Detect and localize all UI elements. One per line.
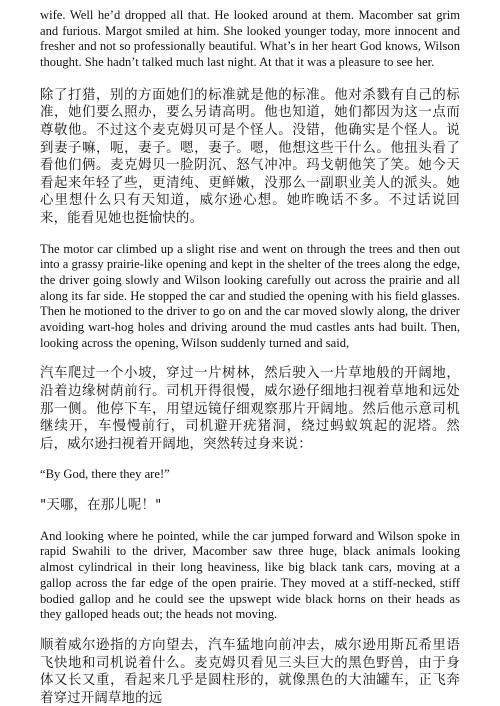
paragraph-english-2: The motor car climbed up a slight rise and went on through the trees and then out into a grassy prairie-like opening and kept in the shelter of the trees along the edge, the driver going slowly and Wilson looking carefully out across the prairie and all along its far side. He stopped the car and studied the opening with his field glasses. Then he motioned to the driver to go on and the car moved slowly along, the driver avoiding wart-hog holes and driving around the mud castles ants had built. Then, looking across the opening, Wilson suddenly turned and said, <box>40 241 460 350</box>
paragraph-english-1: wife. Well he’d dropped all that. He looked around at them. Macomber sat grim and furious. Margot smiled at him. She looked younger today, more innocent and fresher and not so professionally beautiful. What’s in her heart God knows, Wilson thought. She hadn’t talked much last night. At that it was a pleasure to see her. <box>40 8 460 70</box>
paragraph-chinese-2: 汽车爬过一个小坡，穿过一片树林，然后驶入一片草地般的开阔地，沿着边缘树荫前行。司机开得很慢，威尔逊仔细地扫视着草地和远处那一侧。他停下车，用望远镜仔细观察那片开阔地。然后他示意司机继续开，车慢慢前行，司机避开疣猪洞，绕过蚂蚁筑起的泥塔。然后，威尔逊扫视着开阔地，突然转过身来说： <box>40 366 460 452</box>
paragraph-english-3: “By God, there they are!” <box>40 467 170 482</box>
paragraph-chinese-3: "天哪，在那儿呢！" <box>40 498 162 514</box>
paragraph-chinese-1: 除了打猎，别的方面她们的标准就是他的标准。他对杀戮有自己的标准，她们要么照办，要么另请高明。他也知道，她们都因为这一点而尊敬他。不过这个麦克姆贝可是个怪人。没错，他确实是个怪人。说到妻子嘛，呃，妻子。嗯，妻子。嗯，他想这些干什么。他扭头看了看他们俩。麦克姆贝一脸阴沉、怒气冲冲。玛戈朝他笑了笑。她今天看起来年轻了些，更清纯、更鲜嫩，没那么一副职业美人的派头。她心里想什么只有天知道，威尔逊心想。她昨晚话不多。不过话说回来，能看见她也挺愉快的。 <box>40 87 460 226</box>
paragraph-english-4: And looking where he pointed, while the car jumped forward and Wilson spoke in rapid Swahili to the driver, Macomber saw three huge, black animals looking almost cylindrical in their long heaviness, like big black tank cars, moving at a gallop across the far edge of the open prairie. They moved at a stiff-necked, stiff bodied gallop and he could see the upswept wide black horns on their heads as they galloped heads out; the heads not moving. <box>40 528 460 622</box>
paragraph-chinese-4: 顺着威尔逊指的方向望去，汽车猛地向前冲去，威尔逊用斯瓦希里语飞快地和司机说着什么。麦克姆贝看见三头巨大的黑色野兽，由于身体又长又重，看起来几乎是圆柱形的，就像黑色的大油罐车，正飞奔着穿过开阔草地的远 <box>40 637 460 706</box>
